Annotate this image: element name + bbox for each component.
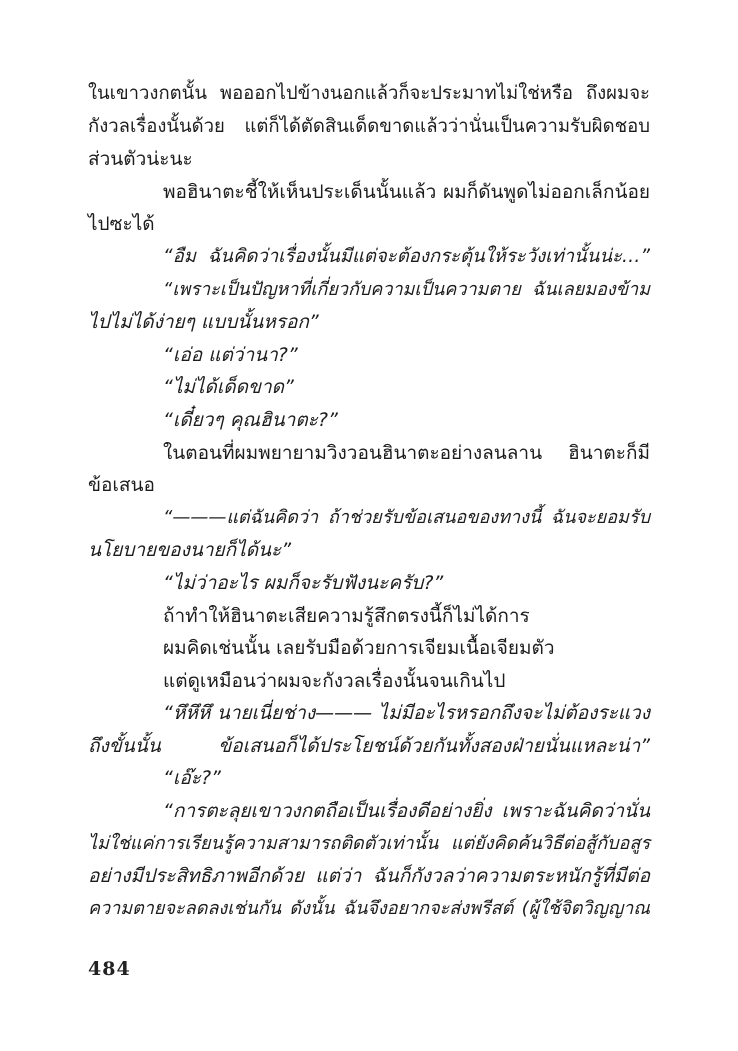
dialogue-line: “เอ่อ แต่ว่านา?” — [163, 343, 298, 366]
dialogue-line: ความตายจะลดลงเช่นกัน ดังนั้น ฉันจึงอยากจะส่งพรีสต์ (ผู้ใช้จิตวิญญาณ — [88, 897, 650, 919]
text-line: ส่วนตัวน่ะนะ — [88, 148, 193, 171]
dialogue-line: “หึหึหึ นายเนี่ยช่าง——— ไม่มีอะไรหรอกถึงจะไม่ต้องระแวง — [163, 702, 650, 725]
dialogue-line: “ไม่ได้เด็ดขาด” — [163, 376, 294, 399]
text-line: ถ้าทำให้ฮินาตะเสียความรู้สึกตรงนี้ก็ไม่ได้การ — [163, 604, 530, 627]
dialogue-line: ไม่ใช่แค่การเรียนรู้ความสามารถติดตัวเท่านั้น แต่ยังคิดค้นวิธีต่อสู้กับอสูร — [88, 832, 650, 854]
text-line: ข้อเสนอ — [88, 474, 155, 497]
dialogue-line: “เดี๋ยวๆ คุณฮินาตะ?” — [163, 408, 338, 431]
dialogue-line: ไปไม่ได้ง่ายๆ แบบนั้นหรอก” — [88, 311, 319, 334]
dialogue-line: “เพราะเป็นปัญหาที่เกี่ยวกับความเป็นความตาย ฉันเลยมองข้าม — [163, 278, 650, 300]
dialogue-line: “การตะลุยเขาวงกตถือเป็นเรื่องดีอย่างยิ่ง เพราะฉันคิดว่านั่น — [163, 800, 650, 823]
dialogue-line: “เอ๊ะ?” — [163, 767, 221, 790]
body-text — [88, 78, 650, 925]
text-line: กังวลเรื่องนั้นด้วย แต่ก็ได้ตัดสินเด็ดขาดแล้วว่านั่นเป็นความรับผิดชอบ — [88, 115, 650, 137]
text-line: แต่ดูเหมือนว่าผมจะกังวลเรื่องนั้นจนเกินไป — [163, 669, 506, 692]
dialogue-line: “ไม่ว่าอะไร ผมก็จะรับฟังนะครับ?” — [163, 571, 444, 594]
dialogue-line: อย่างมีประสิทธิภาพอีกด้วย แต่ว่า ฉันก็กังวลว่าความตระหนักรู้ที่มีต่อ — [88, 865, 650, 888]
page-number: 484 — [88, 958, 131, 980]
dialogue-line: ถึงขั้นนั้น ข้อเสนอก็ได้ประโยชน์ด้วยกันทั้งสองฝ่ายนั่นแหละน่า” — [88, 734, 650, 757]
dialogue-line: “———แต่ฉันคิดว่า ถ้าช่วยรับข้อเสนอของทางนี้ ฉันจะยอมรับ — [163, 506, 650, 528]
dialogue-line: “อืม ฉันคิดว่าเรื่องนั้นมีแต่จะต้องกระตุ้นให้ระวังเท่านั้นน่ะ…” — [163, 245, 650, 267]
text-line: ในเขาวงกตนั้น พอออกไปข้างนอกแล้วก็จะประมาทไม่ใช่หรือ ถึงผมจะ — [88, 83, 650, 104]
dialogue-line: นโยบายของนายก็ได้นะ” — [88, 539, 292, 562]
text-line: พอฮินาตะชี้ให้เห็นประเด็นนั้นแล้ว ผมก็ดันพูดไม่ออกเล็กน้อย — [163, 180, 650, 203]
text-line: ไปซะได้ — [88, 213, 155, 236]
text-line: ในตอนที่ผมพยายามวิงวอนฮินาตะอย่างลนลาน ฮินาตะก็มี — [163, 441, 650, 464]
text-line: ผมคิดเช่นนั้น เลยรับมือด้วยการเจียมเนื้อเจียมตัว — [163, 637, 555, 660]
